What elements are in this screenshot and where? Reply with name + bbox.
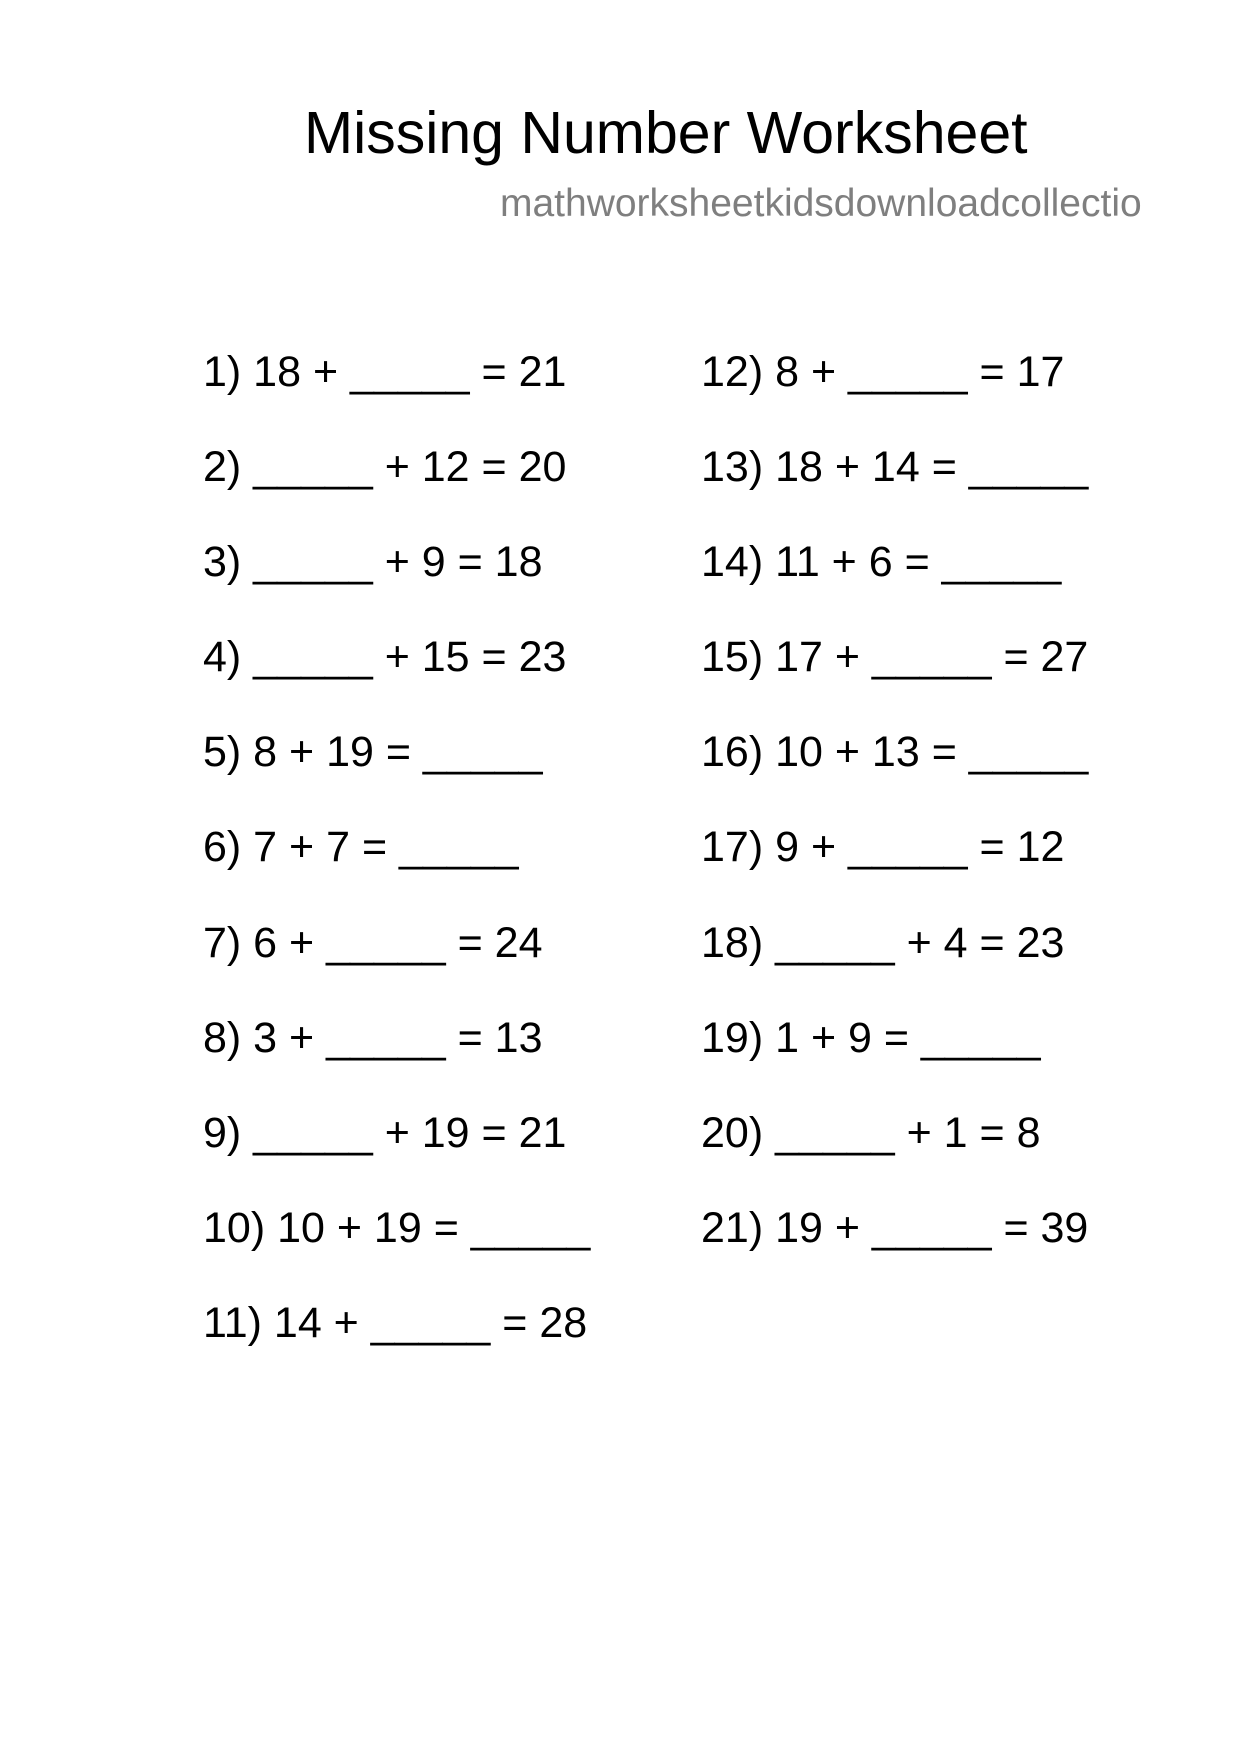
problem-16: 16) 10 + 13 = _____: [701, 728, 1089, 777]
problem-7: 7) 6 + _____ = 24: [203, 918, 543, 967]
problem-1: 1) 18 + _____ = 21: [203, 348, 567, 396]
problem-5: 5) 8 + 19 = _____: [203, 728, 543, 777]
problem-19: 19) 1 + 9 = _____: [701, 1013, 1041, 1062]
problem-11: 11) 14 + _____ = 28: [203, 1298, 588, 1347]
problem-13: 13) 18 + 14 = _____: [701, 443, 1089, 492]
problem-14: 14) 11 + 6 = _____: [701, 538, 1062, 587]
problem-10: 10) 10 + 19 = _____: [203, 1203, 591, 1252]
problem-4: 4) _____ + 15 = 23: [203, 633, 567, 682]
problem-18: 18) _____ + 4 = 23: [701, 918, 1065, 967]
problem-17: 17) 9 + _____ = 12: [701, 823, 1065, 872]
watermark-text: mathworksheetkidsdownloadcollectio: [500, 182, 1142, 225]
problem-3: 3) _____ + 9 = 18: [203, 538, 543, 587]
problems-column-left: [203, 348, 590, 1394]
problem-2: 2) _____ + 12 = 20: [203, 443, 567, 492]
problem-15: 15) 17 + _____ = 27: [701, 633, 1089, 682]
worksheet-title: Missing Number Worksheet: [304, 100, 1028, 166]
problem-8: 8) 3 + _____ = 13: [203, 1013, 543, 1062]
problems-column-right: [701, 348, 1088, 1299]
problem-6: 6) 7 + 7 = _____: [203, 823, 519, 872]
problem-20: 20) _____ + 1 = 8: [701, 1108, 1041, 1157]
problem-21: 21) 19 + _____ = 39: [701, 1203, 1089, 1252]
problem-9: 9) _____ + 19 = 21: [203, 1108, 567, 1157]
problem-12: 12) 8 + _____ = 17: [701, 348, 1065, 396]
